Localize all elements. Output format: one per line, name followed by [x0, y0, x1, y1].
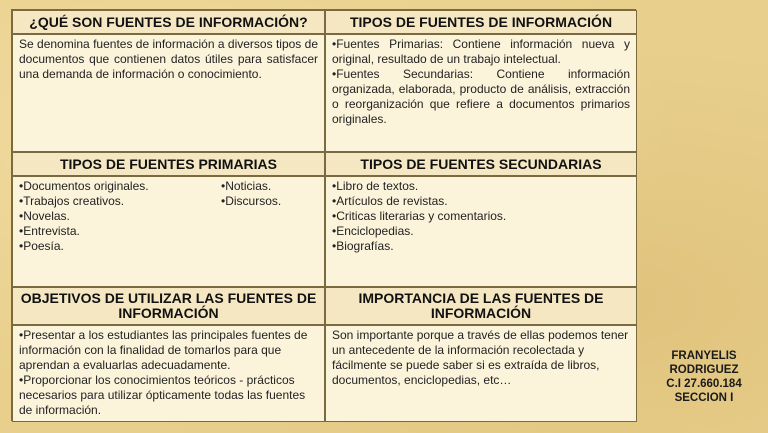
info-table — [11, 9, 636, 421]
list-item: •Artículos de revistas. — [332, 194, 448, 208]
header-objectives: OBJETIVOS DE UTILIZAR LAS FUENTES DE INFORMACIÓN — [12, 287, 325, 325]
list-item: •Libro de textos. — [332, 179, 419, 193]
author-first-name: FRANYELIS — [671, 350, 737, 362]
list-item: •Enciclopedias. — [332, 224, 414, 238]
primary-types-list-2 — [221, 179, 281, 254]
header-secondary-types: TIPOS DE FUENTES SECUNDARIAS — [325, 152, 637, 176]
primary-types-body — [12, 176, 325, 287]
importance-body: Son importante porque a través de ellas podemos tener un antecedente de la información recolectada y fácilmente se puede saber si es extraída de libros, documentos, enciclopedias, etc… — [325, 325, 637, 422]
list-item: •Noticias. — [221, 179, 272, 193]
definition-text: Se denomina fuentes de información a diversos tipos de documentos que contienen datos útiles para satisfacer una demanda de información o conocimiento. — [12, 34, 325, 152]
header-importance: IMPORTANCIA DE LAS FUENTES DE INFORMACIÓN — [325, 287, 637, 325]
list-item: •Biografías. — [332, 239, 394, 253]
secondary-sources-item: •Fuentes Secundarias: Contiene información organizada, elaborada, producto de análisis, extracción o reorganización que refiere a documentos primarios originales. — [332, 67, 630, 126]
author-id: C.I 27.660.184 — [666, 378, 742, 390]
author-block — [640, 349, 768, 405]
objectives-body — [12, 325, 325, 422]
header-what-are-sources: ¿QUÉ SON FUENTES DE INFORMACIÓN? — [12, 10, 325, 34]
types-of-sources-body — [325, 34, 637, 152]
author-section: SECCION I — [674, 392, 734, 404]
list-item: •Trabajos creativos. — [19, 194, 125, 208]
list-item: •Criticas literarias y comentarios. — [332, 209, 507, 223]
list-item: •Novelas. — [19, 209, 70, 223]
objective-item: •Proporcionar los conocimientos teóricos - prácticos necesarios para utilizar ópticamente todas las fuentes de información. — [19, 373, 306, 417]
author-last-name: RODRIGUEZ — [669, 364, 739, 376]
header-types-of-sources: TIPOS DE FUENTES DE INFORMACIÓN — [325, 10, 637, 34]
primary-types-list-1 — [19, 179, 221, 254]
list-item: •Discursos. — [221, 194, 282, 208]
list-item: •Documentos originales. — [19, 179, 149, 193]
list-item: •Poesía. — [19, 239, 64, 253]
objective-item: •Presentar a los estudiantes las principales fuentes de información con la finalidad de tomarlos para que aprendan a evaluarlas adecuadamente. — [19, 328, 308, 372]
secondary-types-list — [332, 179, 630, 254]
list-item: •Entrevista. — [19, 224, 80, 238]
header-primary-types: TIPOS DE FUENTES PRIMARIAS — [12, 152, 325, 176]
secondary-types-body — [325, 176, 637, 287]
primary-sources-item: •Fuentes Primarias: Contiene información nueva y original, resultado de un trabajo intelectual. — [332, 37, 630, 66]
